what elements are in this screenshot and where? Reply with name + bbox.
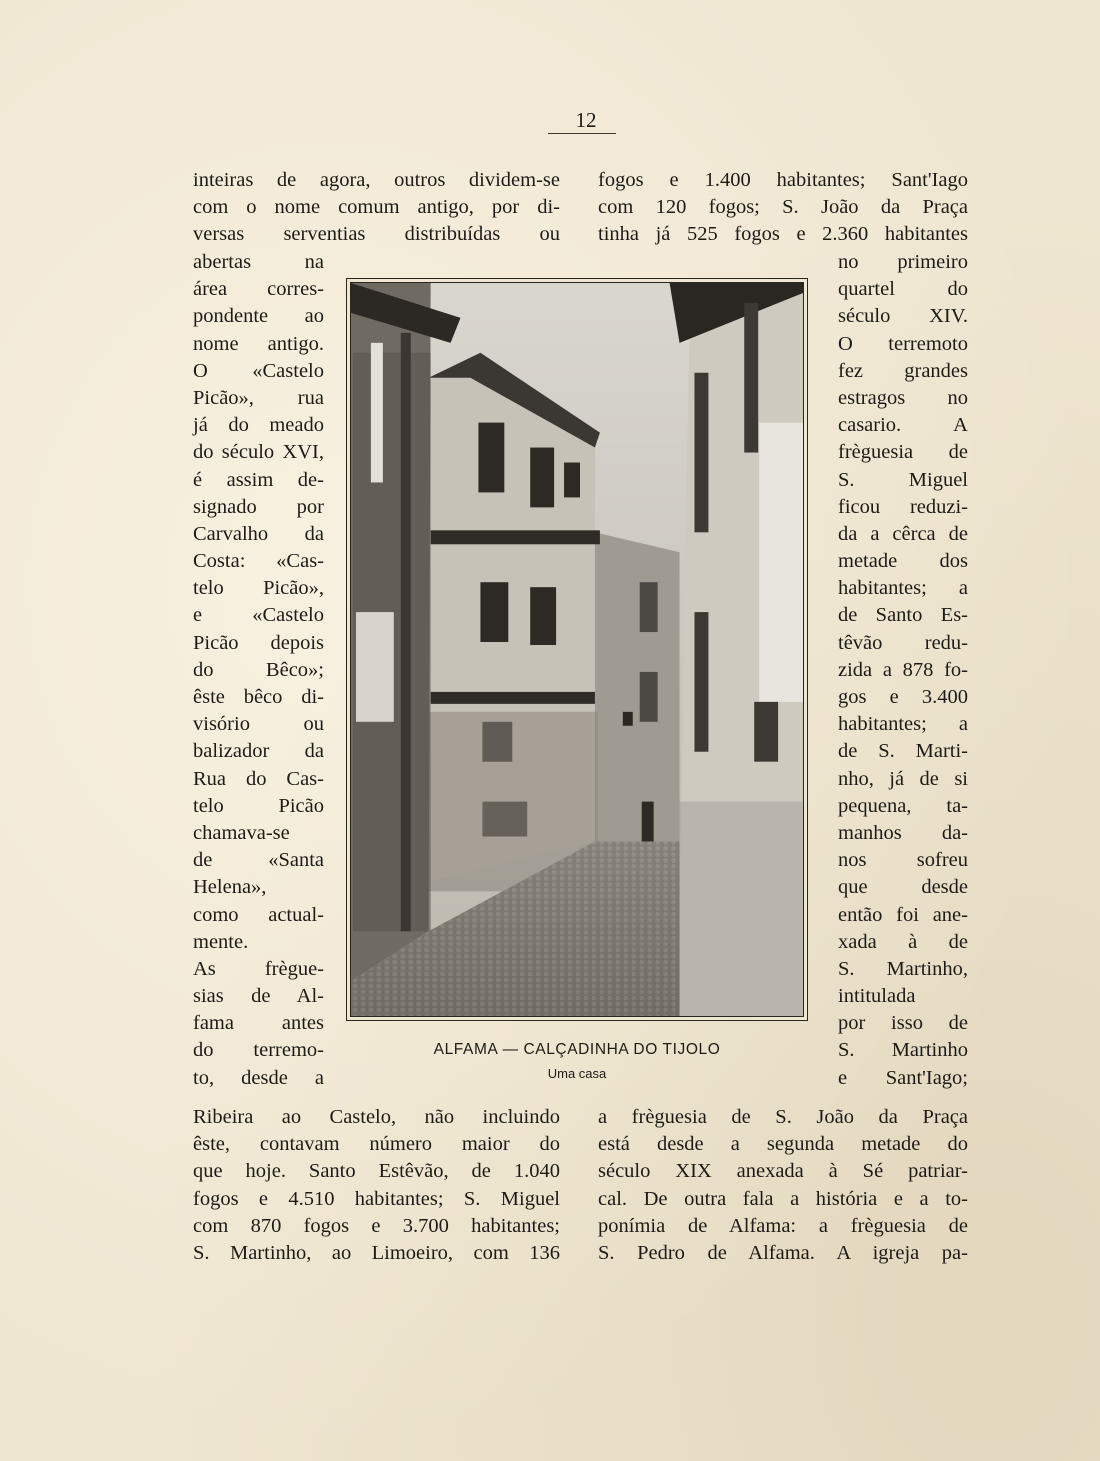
- text-line: signado por: [193, 495, 324, 518]
- figure-subcaption: Uma casa: [547, 1066, 607, 1081]
- text-line: sias de Al-: [193, 985, 324, 1008]
- text-line: do terremo-: [193, 1039, 324, 1062]
- text-line: habitantes; a: [838, 713, 968, 736]
- text-line: quartel do: [838, 278, 968, 301]
- text-line: por isso de: [838, 1012, 968, 1035]
- text-line: O «Castelo: [193, 359, 324, 382]
- text-line: pequena, ta-: [838, 794, 968, 817]
- text-line: fama antes: [193, 1012, 324, 1035]
- right-column-top-text: [598, 167, 968, 249]
- right-column-wrapped-text: [838, 249, 968, 1092]
- text-line: telo Picão: [193, 794, 324, 817]
- text-line: século XIV.: [838, 305, 968, 328]
- text-line: e «Castelo: [193, 604, 324, 627]
- text-line: do Bêco»;: [193, 658, 324, 681]
- text-line: Ribeira ao Castelo, não incluindo: [193, 1106, 560, 1128]
- text-line: do século XVI,: [193, 441, 324, 464]
- text-line: versas serventias distribuídas ou: [193, 223, 560, 246]
- text-line: de Santo Es-: [838, 604, 968, 627]
- text-line: cal. De outra fala a história e a to-: [598, 1187, 968, 1210]
- text-line: êste, contavam número maior do: [193, 1133, 560, 1156]
- text-line: estragos no: [838, 386, 968, 409]
- text-line: manhos da-: [838, 821, 968, 844]
- text-line: As frègue-: [193, 957, 324, 980]
- page-number: 12: [575, 108, 597, 132]
- text-line: Carvalho da: [193, 522, 324, 545]
- text-line: fez grandes: [838, 359, 968, 382]
- text-line: área corres-: [193, 278, 324, 301]
- text-line: fogos e 1.400 habitantes; Sant'Iago: [598, 169, 968, 191]
- text-line: casario. A: [838, 414, 968, 437]
- text-line: Helena»,: [193, 876, 267, 899]
- text-line: mente.: [193, 930, 249, 953]
- text-line: intitulada: [838, 985, 916, 1008]
- text-line: S. Martinho, ao Limoeiro, com 136: [193, 1241, 560, 1264]
- text-line: têvão redu-: [838, 631, 968, 654]
- text-line: to, desde a: [193, 1066, 324, 1089]
- text-line: com 870 fogos e 3.700 habitantes;: [193, 1214, 560, 1237]
- left-column-bottom-text: [193, 1104, 560, 1267]
- text-line: S. Miguel: [838, 468, 968, 491]
- text-line: então foi ane-: [838, 903, 968, 926]
- text-line: zida a 878 fo-: [838, 658, 968, 681]
- text-line: nos sofreu: [838, 849, 968, 872]
- text-line: como actual-: [193, 903, 324, 926]
- text-line: de «Santa: [193, 849, 324, 872]
- text-line: é assim de-: [193, 468, 324, 491]
- text-line: e Sant'Iago;: [838, 1066, 968, 1089]
- text-line: ponímia de Alfama: a frèguesia de: [598, 1214, 968, 1237]
- text-line: frèguesia de: [838, 441, 968, 464]
- text-line: Picão», rua: [193, 386, 324, 409]
- text-line: Costa: «Cas-: [193, 550, 324, 573]
- text-line: no primeiro: [838, 251, 968, 273]
- text-line: com 120 fogos; S. João da Praça: [598, 196, 968, 219]
- text-line: êste bêco di-: [193, 686, 324, 708]
- text-line: S. Martinho,: [838, 957, 968, 980]
- text-line: Picão depois: [193, 631, 324, 654]
- page-number-rule: [548, 133, 616, 134]
- text-line: balizador da: [193, 740, 324, 763]
- text-line: nome antigo.: [193, 332, 324, 355]
- left-column-top-text: [193, 167, 560, 249]
- text-line: Rua do Cas-: [193, 767, 324, 790]
- text-line: que hoje. Santo Estêvão, de 1.040: [193, 1160, 560, 1183]
- text-line: a frèguesia de S. João da Praça: [598, 1106, 968, 1128]
- text-line: S. Pedro de Alfama. A igreja pa-: [598, 1241, 968, 1264]
- text-line: S. Martinho: [838, 1039, 968, 1062]
- text-line: inteiras de agora, outros dividem-se: [193, 169, 560, 191]
- right-column-bottom-text: [598, 1104, 968, 1267]
- text-line: gos e 3.400: [838, 686, 968, 708]
- text-line: telo Picão»,: [193, 577, 324, 600]
- text-line: abertas na: [193, 251, 324, 273]
- text-line: chamava-se: [193, 821, 290, 844]
- text-line: de S. Marti-: [838, 740, 968, 763]
- text-line: ficou reduzi-: [838, 495, 968, 518]
- text-line: nho, já de si: [838, 767, 968, 790]
- text-line: tinha já 525 fogos e 2.360 habitantes: [598, 223, 968, 246]
- left-column-wrapped-text: [193, 249, 324, 1092]
- text-line: com o nome comum antigo, por di-: [193, 196, 560, 219]
- text-line: que desde: [838, 876, 968, 899]
- text-line: século XIX anexada à Sé patriar-: [598, 1160, 968, 1183]
- text-line: visório ou: [193, 713, 324, 736]
- text-line: metade dos: [838, 550, 968, 573]
- text-line: está desde a segunda metade do: [598, 1133, 968, 1156]
- text-line: pondente ao: [193, 305, 324, 328]
- alfama-street-photo-icon: [351, 283, 803, 1016]
- street-photograph: [350, 282, 804, 1017]
- text-line: da a cêrca de: [838, 522, 968, 545]
- figure-caption: ALFAMA — CALÇADINHA DO TIJOLO: [433, 1041, 721, 1058]
- street-photograph-frame: [346, 278, 808, 1021]
- text-line: já do meado: [193, 414, 324, 437]
- text-line: xada à de: [838, 930, 968, 953]
- text-line: O terremoto: [838, 332, 968, 355]
- text-line: habitantes; a: [838, 577, 968, 600]
- text-line: fogos e 4.510 habitantes; S. Miguel: [193, 1187, 560, 1210]
